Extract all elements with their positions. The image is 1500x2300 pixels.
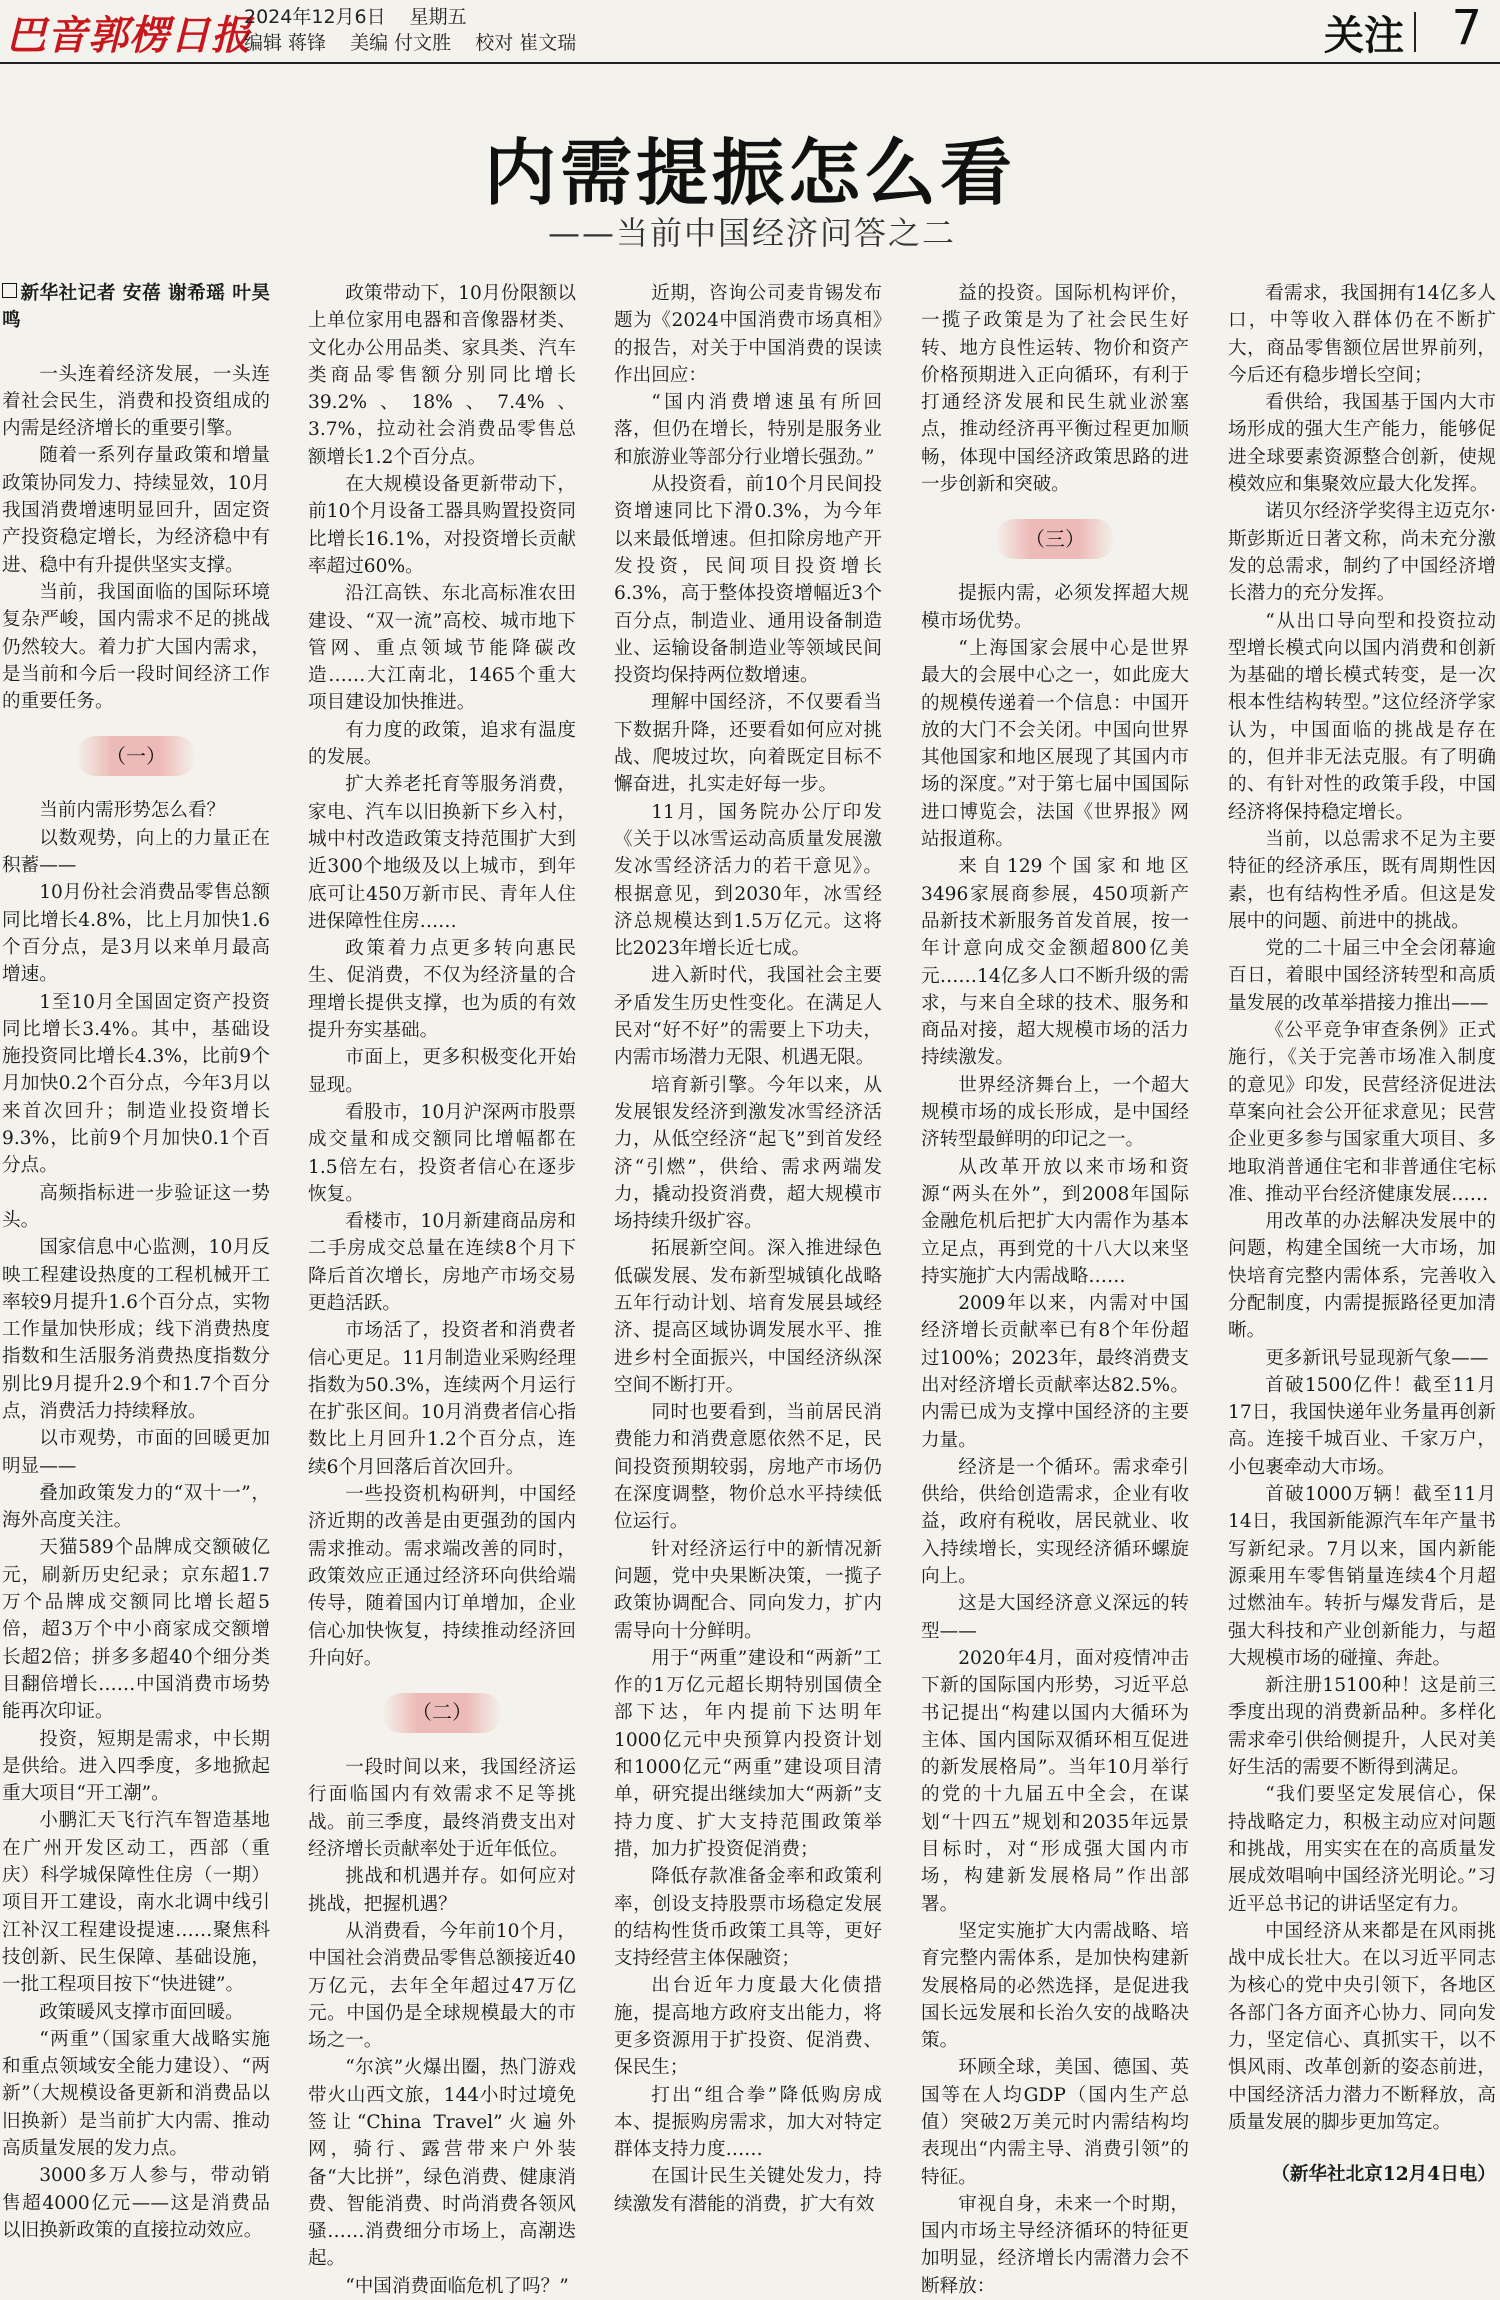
paragraph: 经济是一个循环。需求牵引供给，供给创造需求，企业有收益，政府有税收，居民就业、收入持续增长，实现经济循环螺旋向上。 (921, 1456, 1189, 1588)
section-heading-1-label: （一） (76, 736, 196, 776)
paragraph: “尔滨”火爆出圈，热门游戏带火山西文旅，144小时过境免签让“China Travel”火遍外网，骑行、露营带来户外装备“大比拼”，绿色消费、健康消费、智能消费、时尚消费各领风骚……消费细分市场上，高潮迭起。 (308, 2057, 576, 2270)
paragraph: 从投资看，前10个月民间投资增速同比下滑0.3%，为今年以来最低增速。但扣除房地产开发投资，民间项目投资增长6.3%，高于整体投资增幅近3个百分点，制造业、通用设备制造业、运输设备制造业等领域民间投资均保持两位数增速。 (614, 474, 882, 687)
paragraph: 一些投资机构研判，中国经济近期的改善是由更强劲的国内需求推动。需求端改善的同时，政策效应正通过经济环向供给端传导，随着国内订单增加，企业信心加快恢复，持续推动经济回升向好。 (308, 1484, 576, 1669)
paragraph: 1至10月全国固定资产投资同比增长3.4%。其中，基础设施投资同比增长4.3%，比前9个月加快0.2个百分点，今年3月以来首次回升；制造业投资增长9.3%，比前9个月加快0.1个百分点。 (2, 991, 270, 1177)
paragraph: 降低存款准备金率和政策利率，创设支持股票市场稳定发展的结构性货币政策工具等，更好支持经营主体保融资； (614, 1866, 882, 1970)
paragraph: 益的投资。国际机构评价，一揽子政策是为了社会民生好转、地方良性运转、物价和资产价格预期进入正向循环，有利于打通经济发展和民生就业淤塞点，推动经济再平衡过程更加顺畅，体现中国经济政策思路的进一步创新和突破。 (921, 283, 1189, 496)
paragraph: 以数观势，向上的力量正在积蓄—— (2, 827, 270, 877)
paragraph: “上海国家会展中心是世界最大的会展中心之一，如此庞大的规模传递着一个信息：中国开放的大门不会关闭。中国向世界其他国家和地区展现了其国内市场的深度。”对于第七届中国国际进口博览会，法国《世界报》网站报道称。 (921, 637, 1189, 851)
paragraph: 投资，短期是需求，中长期是供给。进入四季度，多地掀起重大项目“开工潮”。 (2, 1728, 270, 1805)
paragraph: 挑战和机遇并存。如何应对挑战，把握机遇？ (308, 1866, 576, 1915)
paragraph: “我们要坚定发展信心，保持战略定力，积极主动应对问题和挑战，用实实在在的高质量发展成效唱响中国经济光明论。”习近平总书记的讲话坚定有力。 (1228, 1784, 1496, 1915)
paragraph: 审视自身，未来一个时期，国内市场主导经济循环的特征更加明显，经济增长内需潜力会不断释放： (921, 2193, 1189, 2297)
paragraph: 市面上，更多积极变化开始显现。 (308, 1047, 576, 1096)
paragraph: 新注册15100种！这是前三季度出现的消费新品种。多样化需求牵引供给侧提升，人民对美好生活的需要不断得到满足。 (1228, 1675, 1496, 1779)
paragraph: 政策暖风支撑市面回暖。 (39, 2001, 244, 2023)
paragraph: 出台近年力度最大化债措施，提高地方政府支出能力，将更多资源用于扩投资、促消费、保民生； (614, 1975, 882, 2079)
byline (2, 280, 270, 335)
paragraph: 以市观势，市面的回暖更加明显—— (2, 1428, 270, 1477)
section-heading-1 (2, 723, 270, 789)
paragraph: 市场活了，投资者和消费者信心更足。11月制造业采购经理指数为50.3%，连续两个月运行在扩张区间。10月消费者信心指数比上月回升1.2个百分点，连续6个月回落后首次回升。 (308, 1320, 576, 1478)
paragraph: “国内消费增速虽有所回落，但仍在增长，特别是服务业和旅游业等部分行业增长强劲。” (614, 392, 882, 468)
paragraph: 提振内需，必须发挥超大规模市场优势。 (921, 583, 1189, 632)
paragraph: 10月份社会消费品零售总额同比增长4.8%，比上月加快1.6个百分点，是3月以来单月最高增速。 (2, 882, 270, 986)
paragraph: 3000多万人参与，带动销售超4000亿元——这是消费品以旧换新政策的直接拉动效应。 (2, 2165, 270, 2241)
paragraph: 天猫589个品牌成交额破亿元，刷新历史纪录；京东超1.7万个品牌成交额同比增长超5倍，超3万个中小商家成交额增长超2倍；拼多多超40个细分类目翻倍增长……中国消费市场势能再次印证。 (2, 1537, 270, 1723)
byline-text: 新华社记者 安蓓 谢希瑶 叶昊鸣 (2, 283, 270, 332)
date-line (244, 2, 485, 29)
paragraph: 拓展新空间。深入推进绿色低碳发展、发布新型城镇化战略五年行动计划、培育发展县域经济、提高区域协调发展水平、推进乡村全面振兴，中国经济纵深空间不断打开。 (614, 1238, 882, 1396)
paragraph: 一段时间以来，我国经济运行面临国内有效需求不足等挑战。前三季度，最终消费支出对经济增长贡献率处于近年低位。 (308, 1757, 576, 1861)
paragraph: 从消费看，今年前10个月，中国社会消费品零售总额接近40万亿元，去年全年超过47万亿元。中国仍是全球规模最大的市场之一。 (308, 1920, 576, 2052)
paragraph: “从出口导向型和投资拉动型增长模式向以国内消费和创新为基础的增长模式转变，是一次根本性结构转型。”这位经济学家认为，中国面临的挑战是存在的，但并非无法克服。有了明确的、有针对性的政策手段，中国经济将保持稳定增长。 (1228, 610, 1496, 823)
paragraph: 当前，我国面临的国际环境复杂严峻，国内需求不足的挑战仍然较大。着力扩大国内需求，是当前和今后一段时间经济工作的重要任务。 (2, 581, 270, 713)
paragraph: 首破1500亿件！截至11月17日，我国快递年业务量再创新高。连接千城百业、千家万户，小包裹牵动大市场。 (1228, 1374, 1496, 1478)
paragraph: 世界经济舞台上，一个超大规模市场的成长形成，是中国经济转型最鲜明的印记之一。 (921, 1074, 1189, 1151)
paragraph: 2020年4月，面对疫情冲击下新的国际国内形势，习近平总书记提出“构建以国内大循环为主体、国内国际双循环相互促进的新发展格局”。当年10月举行的党的十九届五中全会，在谋划“十四五”规划和2035年远景目标时，对“形成强大国内市场，构建新发展格局”作出部署。 (921, 1647, 1189, 1915)
paragraph: 2009年以来，内需对中国经济增长贡献率已有8个年份超过100%；2023年，最终消费支出对经济增长贡献率达82.5%。内需已成为支撑中国经济的主要力量。 (921, 1293, 1189, 1451)
paragraph: “中国消费面临危机了吗？” (345, 2275, 569, 2297)
paragraph: 国家信息中心监测，10月反映工程建设热度的工程机械开工率较9月提升1.6个百分点，实物工作量加快形成；线下消费热度指数和生活服务消费热度指数分别比9月提升2.9个和1.7个百分点，消费活力持续释放。 (2, 1237, 270, 1422)
section-heading-2 (308, 1680, 576, 1746)
paragraph: 看需求，我国拥有14亿多人口，中等收入群体仍在不断扩大，商品零售额位居世界前列，今后还有稳步增长空间； (1228, 283, 1496, 386)
paragraph: 叠加政策发力的“双十一”，海外高度关注。 (2, 1482, 270, 1532)
issue-weekday: 星期五 (409, 6, 467, 28)
paragraph: 小鹏汇天飞行汽车智造基地在广州开发区动工，西部（重庆）科学城保障性住房（一期）项目开工建设，南水北调中线引江补汉工程建设提速……聚焦科技创新、民生保障、基础设施，一批工程项目按下“快进键”。 (2, 1810, 270, 1996)
article-headline: 内需提振怎么看 (483, 131, 1016, 215)
paragraph: 当前内需形势怎么看？ (39, 800, 226, 822)
paragraph: 《公平竞争审查条例》正式施行，《关于完善市场准入制度的意见》印发，民营经济促进法草案向社会公开征求意见；民营企业更多参与国家重大项目、多地取消普通住宅和非普通住宅标准、推动平台经济健康发展…… (1228, 1020, 1496, 1205)
paragraph: 来自129个国家和地区3496家展商参展，450项新产品新技术新服务首发首展，按一年计意向成交金额超800亿美元……14亿多人口不断升级的需求，与来自全球的技术、服务和商品对接，超大规模市场的活力持续激发。 (921, 856, 1189, 1069)
paragraph: 随着一系列存量政策和增量政策协同发力、持续显效，10月我国消费增速明显回升，固定资产投资稳定增长，为经济稳中有进、稳中有升提供坚实支撑。 (2, 445, 270, 576)
paragraph: 政策着力点更多转向惠民生、促消费，不仅为经济量的合理增长提供支撑，也为质的有效提升夯实基础。 (308, 938, 576, 1042)
article-dateline: （新华社北京12月4日电） (1265, 2160, 1496, 2186)
paragraph: 打出“组合拳”降低购房成本、提振购房需求，加大对特定群体支持力度…… (614, 2084, 882, 2161)
paragraph: 坚定实施扩大内需战略、培育完整内需体系，是加快构建新发展格局的必然选择，是促进我国长远发展和长治久安的战略决策。 (921, 1920, 1189, 2052)
section-heading-3 (921, 506, 1189, 572)
paragraph: 当前，以总需求不足为主要特征的经济承压，既有周期性因素，也有结构性矛盾。但这是发展中的问题、前进中的挑战。 (1228, 828, 1496, 932)
paragraph: 近期，咨询公司麦肯锡发布题为《2024中国消费市场真相》的报告，对关于中国消费的误读作出回应： (614, 283, 882, 386)
article-column-2 (308, 280, 576, 2297)
article-column-3 (614, 280, 882, 2215)
paragraph: 一头连着经济发展，一头连着社会民生，消费和投资组成的内需是经济增长的重要引擎。 (2, 363, 270, 440)
paragraph: 高频指标进一步验证这一势头。 (2, 1182, 270, 1231)
paragraph: 更多新讯号显现新气象—— (1265, 1347, 1489, 1369)
staff-line (244, 28, 594, 55)
issue-date: 2024年12月6日 (244, 6, 386, 28)
paragraph: 政策带动下，10月份限额以上单位家用电器和音像器材类、文化办公用品类、家具类、汽车类商品零售额分别同比增长39.2%、18%、7.4%、3.7%，拉动社会消费品零售总额增长1.2个百分点。 (308, 283, 576, 468)
masthead (0, 0, 1500, 64)
paragraph: 在国计民生关键处发力，持续激发有潜能的消费，扩大有效 (614, 2166, 882, 2215)
paragraph: “两重”（国家重大战略实施和重点领域安全能力建设）、“两新”（大规模设备更新和消费品以旧换新）是当前扩大内需、推动高质量发展的发力点。 (2, 2028, 270, 2159)
paragraph: 看股市，10月沪深两市股票成交量和成交额同比增幅都在1.5倍左右，投资者信心在逐步恢复。 (308, 1101, 576, 1205)
section-heading-3-label: （三） (995, 519, 1115, 559)
page-number: 7 (1451, 0, 1482, 56)
newspaper-logo: 巴音郭楞日报 (6, 12, 252, 59)
paragraph: 诺贝尔经济学奖得主迈克尔·斯彭斯近日著文称，尚未充分激发的总需求，制约了中国经济增长潜力的充分发挥。 (1228, 501, 1496, 605)
article-column-5 (1228, 280, 1496, 2180)
byline-square-icon (2, 283, 17, 298)
paragraph: 理解中国经济，不仅要看当下数据升降，还要看如何应对挑战、爬坡过坎，向着既定目标不懈奋进，扎实走好每一步。 (614, 692, 882, 796)
paragraph: 进入新时代，我国社会主要矛盾发生历史性变化。在满足人民对“好不好”的需要上下功夫，内需市场潜力无限、机遇无限。 (614, 965, 882, 1069)
paragraph: 看供给，我国基于国内大市场形成的强大生产能力，能够促进全球要素资源整合创新，使规模效应和集聚效应最大化发挥。 (1228, 392, 1496, 496)
paragraph: 用于“两重”建设和“两新”工作的1万亿元超长期特别国债全部下达，年内提前下达明年1000亿元中央预算内投资计划和1000亿元“两重”建设项目清单，研究提出继续加大“两新”支持力度、扩大支持范围政策举措，加力扩投资促消费； (614, 1647, 882, 1860)
paragraph: 环顾全球，美国、德国、英国等在人均GDP（国内生产总值）突破2万美元时内需结构均表现出“内需主导、消费引领”的特征。 (921, 2057, 1189, 2188)
paragraph: 培育新引擎。今年以来，从发展银发经济到激发冰雪经济活力，从低空经济“起飞”到首发经济“引燃”，供给、需求两端发力，撬动投资消费，超大规模市场持续升级扩容。 (614, 1074, 882, 1233)
section-title: 关注 (1324, 13, 1404, 59)
paragraph: 在大规模设备更新带动下，前10个月设备工器具购置投资同比增长16.1%，对投资增长贡献率超过60%。 (308, 474, 576, 577)
paragraph: 沿江高铁、东北高标准农田建设、“双一流”高校、城市地下管网、重点领域节能降碳改造……大江南北，1465个重大项目建设加快推进。 (308, 583, 576, 714)
article-column-1 (2, 280, 270, 2241)
designer-credit: 美编 付文胜 (350, 32, 452, 54)
article-subhead: ——当前中国经济问答之二 (548, 214, 957, 252)
article-column-4 (921, 280, 1189, 2297)
paragraph: 首破1000万辆！截至11月14日，我国新能源汽车年产量书写新纪录。7月以来，国内新能源乘用车零售销量连续4个月超过燃油车。转折与爆发背后，是强大科技和产业创新能力，与超大规模市场的碰撞、奔赴。 (1228, 1484, 1496, 1669)
section-divider (1414, 12, 1416, 52)
paragraph: 用改革的办法解决发展中的问题，构建全国统一大市场，加快培育完整内需体系，完善收入分配制度，内需提振路径更加清晰。 (1228, 1211, 1496, 1342)
paragraph: 这是大国经济意义深远的转型—— (921, 1593, 1189, 1642)
paragraph: 扩大养老托育等服务消费，家电、汽车以旧换新下乡入村，城中村改造政策支持范围扩大到近300个地级及以上城市，到年底可让450万新市民、青年人住进保障性住房…… (308, 774, 576, 932)
paragraph: 有力度的政策，追求有温度的发展。 (308, 719, 576, 769)
paragraph: 中国经济从来都是在风雨挑战中成长壮大。在以习近平同志为核心的党中央引领下，各地区各部门各方面齐心协力、同向发力，坚定信心、真抓实干，以不惧风雨、改革创新的姿态前进，中国经济活力潜力不断释放，高质量发展的脚步更加笃定。 (1228, 1920, 1496, 2133)
section-heading-2-label: （二） (382, 1693, 502, 1733)
paragraph: 从改革开放以来市场和资源“两头在外”，到2008年国际金融危机后把扩大内需作为基本立足点，再到党的十八大以来坚持实施扩大内需战略…… (921, 1156, 1189, 1287)
paragraph: 党的二十届三中全会闭幕逾百日，着眼中国经济转型和高质量发展的改革举措接力推出—— (1228, 938, 1496, 1014)
paragraph: 同时也要看到，当前居民消费能力和消费意愿依然不足，民间投资预期较弱，房地产市场仍在深度调整，物价总水平持续低位运行。 (614, 1402, 882, 1533)
paragraph: 看楼市，10月新建商品房和二手房成交总量在连续8个月下降后首次增长，房地产市场交易更趋活跃。 (308, 1211, 576, 1314)
paragraph: 针对经济运行中的新情况新问题，党中央果断决策，一揽子政策协调配合、同向发力，扩内需导向十分鲜明。 (614, 1538, 882, 1642)
proofreader-credit: 校对 崔文瑞 (475, 32, 577, 54)
paragraph: 11月，国务院办公厅印发《关于以冰雪运动高质量发展激发冰雪经济活力的若干意见》。根据意见，到2030年，冰雪经济总规模达到1.5万亿元。这将比2023年增长近七成。 (614, 801, 882, 960)
editor-credit: 编辑 蒋锋 (244, 32, 327, 54)
